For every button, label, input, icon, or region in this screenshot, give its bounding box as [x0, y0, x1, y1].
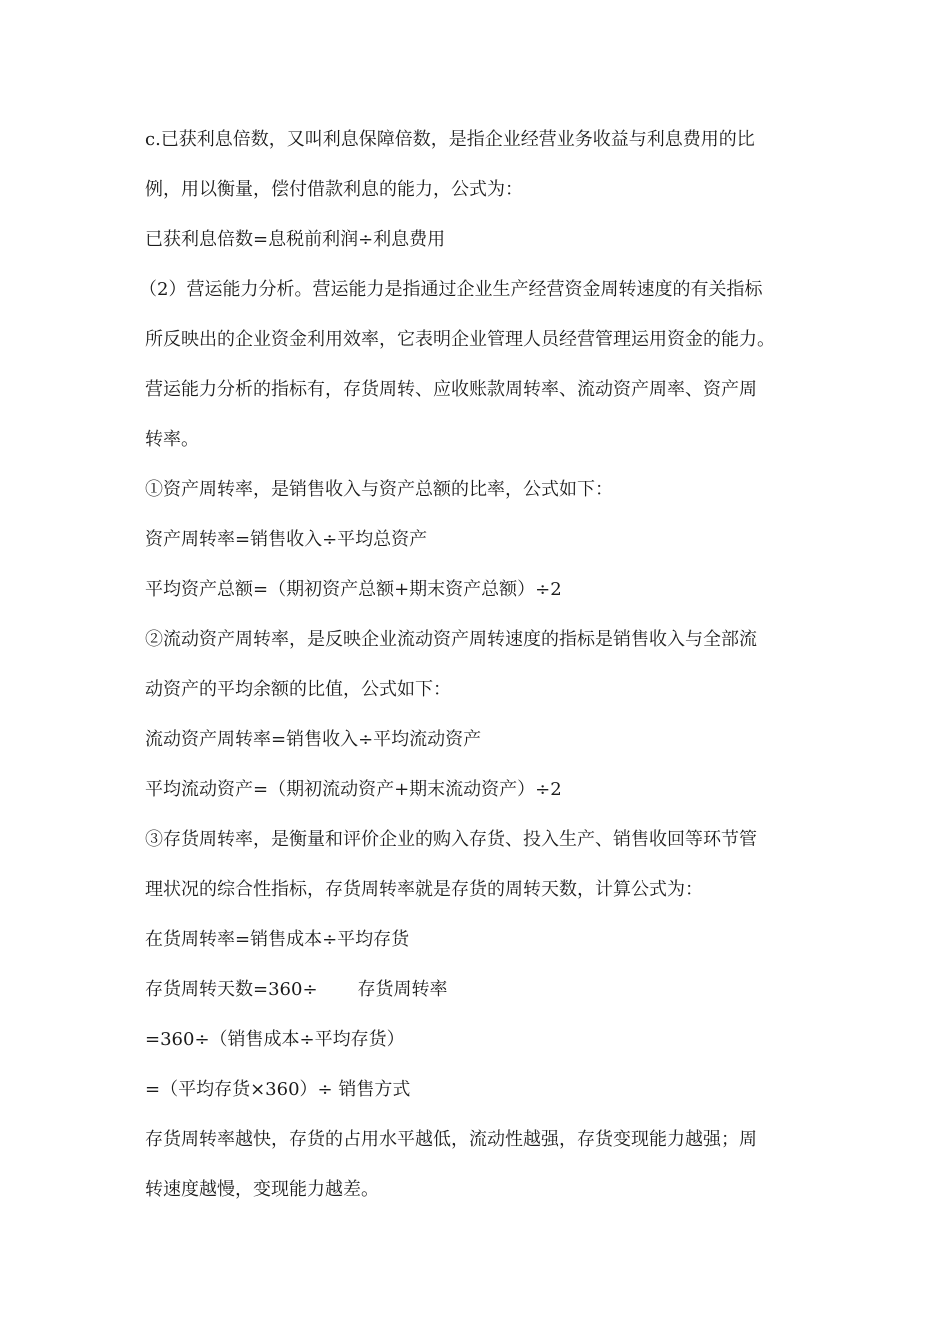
formula-inventory-days — [145, 978, 448, 1002]
item-current-asset-turnover-cont: 动资产的平均余额的比值，公式如下： — [145, 679, 451, 700]
formula-current-asset-turnover: 流动资产周转率=销售收入÷平均流动资产 — [145, 729, 482, 750]
text-line-operating-indicators-cont: 转率。 — [145, 429, 199, 450]
text-line-interest-coverage-definition: c.已获利息倍数，又叫利息保障倍数，是指企业经营业务收益与利息费用的比 — [145, 129, 755, 150]
formula-interest-coverage: 已获利息倍数=息税前利润÷利息费用 — [145, 229, 446, 250]
item-inventory-turnover: ③存货周转率，是衡量和评价企业的购入存货、投入生产、销售收回等环节管 — [145, 829, 757, 850]
text-line-interest-coverage-definition-cont: 例，用以衡量，偿付借款利息的能力，公式为： — [145, 179, 523, 200]
formula-asset-turnover: 资产周转率=销售收入÷平均总资产 — [145, 529, 428, 550]
item-inventory-turnover-cont: 理状况的综合性指标，存货周转率就是存货的周转天数，计算公式为： — [145, 879, 703, 900]
item-current-asset-turnover: ②流动资产周转率，是反映企业流动资产周转速度的指标是销售收入与全部流 — [145, 629, 757, 650]
formula-inventory-days-right: 存货周转率 — [357, 979, 448, 1000]
item-asset-turnover: ①资产周转率，是销售收入与资产总额的比率，公式如下： — [145, 479, 613, 500]
formula-inventory-days-left: 存货周转天数=360÷ — [145, 979, 318, 1000]
formula-inventory-days-step2: =360÷（销售成本÷平均存货） — [145, 1029, 405, 1050]
text-line-operating-capacity-cont: 所反映出的企业资金利用效率，它表明企业管理人员经营管理运用资金的能力。 — [145, 329, 775, 350]
formula-inventory-days-step3: =（平均存货×360）÷ 销售方式 — [145, 1079, 411, 1100]
text-line-inventory-conclusion-cont: 转速度越慢，变现能力越差。 — [145, 1179, 379, 1200]
formula-average-current-assets: 平均流动资产=（期初流动资产+期末流动资产）÷2 — [145, 779, 562, 800]
formula-average-total-assets: 平均资产总额=（期初资产总额+期末资产总额）÷2 — [145, 579, 562, 600]
text-line-operating-indicators: 营运能力分析的指标有，存货周转、应收账款周转率、流动资产周率、资产周 — [145, 379, 757, 400]
formula-inventory-turnover: 在货周转率=销售成本÷平均存货 — [145, 929, 410, 950]
section-heading-operating-capacity: （2）营运能力分析。营运能力是指通过企业生产经营资金周转速度的有关指标 — [139, 279, 763, 300]
text-line-inventory-conclusion: 存货周转率越快，存货的占用水平越低，流动性越强，存货变现能力越强；周 — [145, 1129, 757, 1150]
